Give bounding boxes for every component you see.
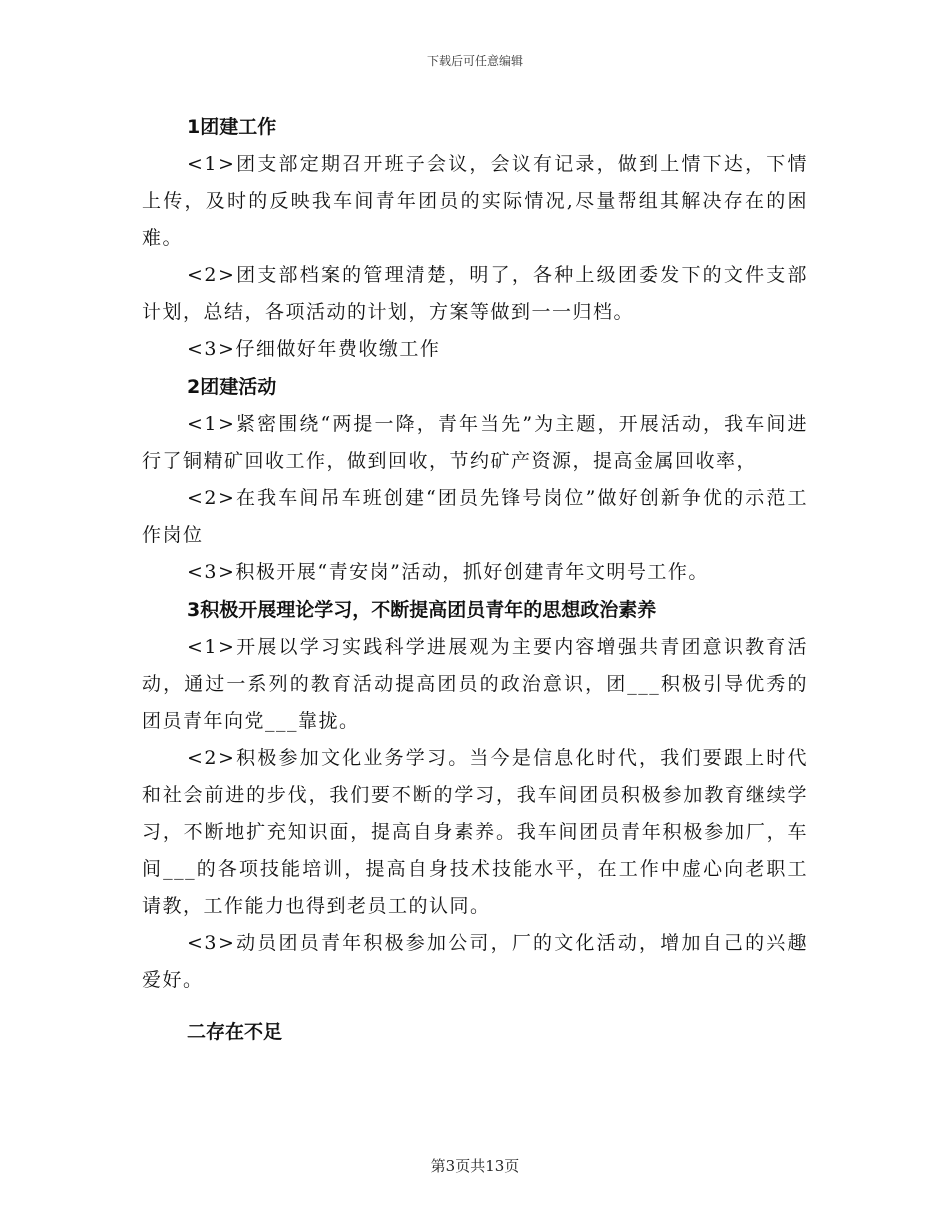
heading-shortcomings: 二存在不足 xyxy=(187,1021,283,1043)
heading-party-activities: 2团建活动 xyxy=(187,376,277,398)
paragraph: <3>积极开展“青安岗”活动，抓好创建青年文明号工作。 xyxy=(187,561,709,583)
page-header: 下载后可任意编辑 xyxy=(426,54,523,68)
paragraph: <2>团支部档案的管理清楚，明了，各种上级团委发下的文件支部计划，总结，各项活动的计划，方案等做到一一归档。 xyxy=(142,264,808,323)
paragraph: <2>积极参加文化业务学习。当今是信息化时代，我们要跟上时代和社会前进的步伐，我们要不断的学习，我车间团员积极参加教育继续学习，不断地扩充知识面，提高自身素养。我车间团员青年积极参加厂，车间___的各项技能培训，提高自身技术技能水平，在工作中虚心向老职工请教，工作能力也得到老员工的认同。 xyxy=(142,747,808,917)
paragraph: <1>开展以学习实践科学进展观为主要内容增强共青团意识教育活动，通过一系列的教育活动提高团员的政治意识，团___积极引导优秀的团员青年向党___靠拢。 xyxy=(142,636,808,732)
paragraph: <1>团支部定期召开班子会议，会议有记录，做到上情下达，下情上传，及时的反映我车间青年团员的实际情况,尽量帮组其解决存在的困难。 xyxy=(142,153,808,249)
paragraph: <3>仔细做好年费收缴工作 xyxy=(187,338,441,360)
paragraph: <1>紧密围绕“两提一降，青年当先”为主题，开展活动，我车间进行了铜精矿回收工作，做到回收，节约矿产资源，提高金属回收率， xyxy=(142,413,808,472)
heading-theory-study: 3积极开展理论学习，不断提高团员青年的思想政治素养 xyxy=(187,599,657,621)
paragraph: <2>在我车间吊车班创建“团员先锋号岗位”做好创新争优的示范工作岗位 xyxy=(142,487,808,546)
page-number: 第3页共13页 xyxy=(430,1157,520,1175)
heading-party-work: 1团建工作 xyxy=(187,116,277,138)
paragraph: <3>动员团员青年积极参加公司，厂的文化活动，增加自己的兴趣爱好。 xyxy=(142,932,808,991)
document-body xyxy=(142,108,808,1051)
